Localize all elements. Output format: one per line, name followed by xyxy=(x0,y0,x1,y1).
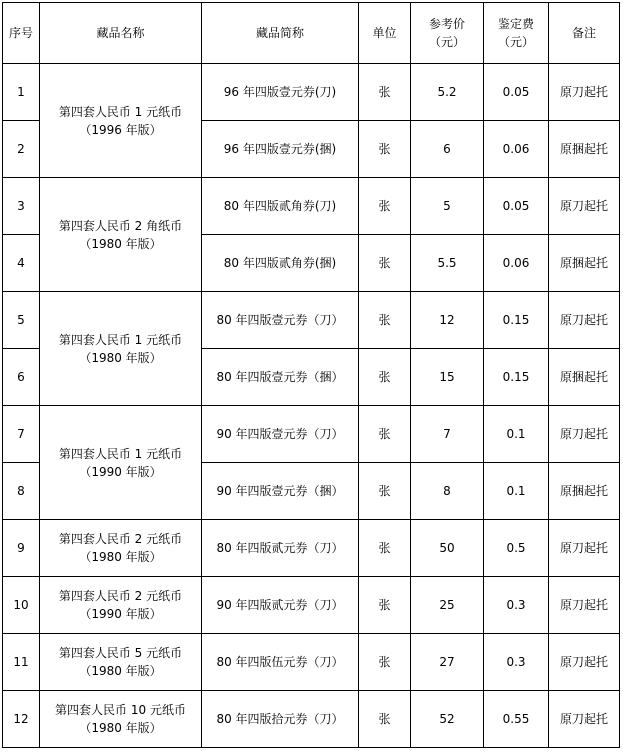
row-fee: 0.1 xyxy=(484,406,549,463)
row-short: 80 年四版壹元券（刀） xyxy=(202,292,359,349)
row-fee: 0.15 xyxy=(484,292,549,349)
header-seq: 序号 xyxy=(3,3,40,64)
row-seq: 8 xyxy=(3,463,40,520)
item-name-line1: 第四套人民币 10 元纸币 xyxy=(55,703,186,717)
row-fee: 0.3 xyxy=(484,634,549,691)
item-name-line1: 第四套人民币 1 元纸币 xyxy=(58,446,183,461)
row-price: 27 xyxy=(411,634,484,691)
header-fee: 鉴定费（元） xyxy=(484,3,549,64)
table-row xyxy=(3,406,620,463)
row-unit: 张 xyxy=(359,691,411,748)
row-seq: 3 xyxy=(3,178,40,235)
header-short: 藏品简称 xyxy=(202,3,359,64)
item-name-line1: 第四套人民币 2 元纸币 xyxy=(58,589,183,603)
row-short: 80 年四版伍元券（刀） xyxy=(202,634,359,691)
row-unit: 张 xyxy=(359,463,411,520)
row-short: 80 年四版贰元券（刀） xyxy=(202,520,359,577)
row-unit: 张 xyxy=(359,520,411,577)
item-name xyxy=(40,178,202,292)
table-row xyxy=(3,292,620,349)
row-seq: 5 xyxy=(3,292,40,349)
row-price: 8 xyxy=(411,463,484,520)
row-note: 原刀起托 xyxy=(549,178,620,235)
row-fee: 0.5 xyxy=(484,520,549,577)
row-unit: 张 xyxy=(359,121,411,178)
row-seq: 9 xyxy=(3,520,40,577)
row-note: 原刀起托 xyxy=(549,64,620,121)
item-name xyxy=(40,691,202,748)
row-price: 52 xyxy=(411,691,484,748)
table-row xyxy=(3,178,620,235)
row-short: 90 年四版壹元券（捆） xyxy=(202,463,359,520)
item-name-line2: （1980 年版） xyxy=(79,550,162,564)
row-price: 6 xyxy=(411,121,484,178)
item-name-line2: （1980 年版） xyxy=(79,236,162,251)
item-name xyxy=(40,577,202,634)
item-name-line2: （1980 年版） xyxy=(79,664,162,678)
row-price: 15 xyxy=(411,349,484,406)
row-unit: 张 xyxy=(359,292,411,349)
item-name xyxy=(40,64,202,178)
row-short: 96 年四版壹元券(捆) xyxy=(202,121,359,178)
header-note: 备注 xyxy=(549,3,620,64)
row-unit: 张 xyxy=(359,64,411,121)
row-seq: 6 xyxy=(3,349,40,406)
row-note: 原捆起托 xyxy=(549,463,620,520)
row-short: 80 年四版拾元券（刀） xyxy=(202,691,359,748)
item-name xyxy=(40,406,202,520)
row-unit: 张 xyxy=(359,406,411,463)
row-seq: 4 xyxy=(3,235,40,292)
item-name-line2: （1990 年版） xyxy=(79,464,162,479)
row-unit: 张 xyxy=(359,349,411,406)
row-fee: 0.1 xyxy=(484,463,549,520)
table-row xyxy=(3,634,620,691)
row-fee: 0.05 xyxy=(484,178,549,235)
item-name-line1: 第四套人民币 1 元纸币 xyxy=(58,332,183,347)
row-fee: 0.06 xyxy=(484,121,549,178)
item-name xyxy=(40,634,202,691)
row-note: 原刀起托 xyxy=(549,406,620,463)
table-row xyxy=(3,520,620,577)
row-short: 80 年四版贰角券(刀) xyxy=(202,178,359,235)
row-note: 原捆起托 xyxy=(549,235,620,292)
row-note: 原捆起托 xyxy=(549,349,620,406)
row-note: 原刀起托 xyxy=(549,634,620,691)
row-unit: 张 xyxy=(359,577,411,634)
table-row xyxy=(3,64,620,121)
row-note: 原刀起托 xyxy=(549,691,620,748)
row-unit: 张 xyxy=(359,235,411,292)
row-price: 50 xyxy=(411,520,484,577)
row-price: 5.5 xyxy=(411,235,484,292)
row-note: 原捆起托 xyxy=(549,121,620,178)
row-short: 90 年四版贰元券（刀） xyxy=(202,577,359,634)
item-name-line1: 第四套人民币 2 角纸币 xyxy=(58,218,183,233)
item-name-line1: 第四套人民币 2 元纸币 xyxy=(58,532,183,546)
item-name xyxy=(40,292,202,406)
item-name-line1: 第四套人民币 5 元纸币 xyxy=(58,646,183,660)
row-seq: 10 xyxy=(3,577,40,634)
row-short: 96 年四版壹元券(刀) xyxy=(202,64,359,121)
row-short: 80 年四版贰角券(捆) xyxy=(202,235,359,292)
row-fee: 0.06 xyxy=(484,235,549,292)
row-short: 90 年四版壹元券（刀） xyxy=(202,406,359,463)
row-short: 80 年四版壹元券（捆） xyxy=(202,349,359,406)
row-seq: 2 xyxy=(3,121,40,178)
row-price: 7 xyxy=(411,406,484,463)
row-fee: 0.05 xyxy=(484,64,549,121)
row-fee: 0.55 xyxy=(484,691,549,748)
price-table xyxy=(2,2,620,748)
item-name-line2: （1996 年版） xyxy=(79,122,162,137)
header-price: 参考价（元） xyxy=(411,3,484,64)
item-name-line2: （1980 年版） xyxy=(79,350,162,365)
table-row xyxy=(3,691,620,748)
row-note: 原刀起托 xyxy=(549,292,620,349)
row-price: 12 xyxy=(411,292,484,349)
row-unit: 张 xyxy=(359,178,411,235)
row-price: 25 xyxy=(411,577,484,634)
item-name-line1: 第四套人民币 1 元纸币 xyxy=(58,104,183,119)
row-fee: 0.15 xyxy=(484,349,549,406)
row-note: 原刀起托 xyxy=(549,577,620,634)
row-seq: 11 xyxy=(3,634,40,691)
header-unit: 单位 xyxy=(359,3,411,64)
row-price: 5 xyxy=(411,178,484,235)
row-seq: 7 xyxy=(3,406,40,463)
row-unit: 张 xyxy=(359,634,411,691)
header-row xyxy=(3,3,620,64)
row-seq: 12 xyxy=(3,691,40,748)
row-seq: 1 xyxy=(3,64,40,121)
row-price: 5.2 xyxy=(411,64,484,121)
item-name xyxy=(40,520,202,577)
row-fee: 0.3 xyxy=(484,577,549,634)
table-row xyxy=(3,577,620,634)
header-name: 藏品名称 xyxy=(40,3,202,64)
row-note: 原刀起托 xyxy=(549,520,620,577)
item-name-line2: （1990 年版） xyxy=(79,607,162,621)
item-name-line2: （1980 年版） xyxy=(79,721,162,735)
